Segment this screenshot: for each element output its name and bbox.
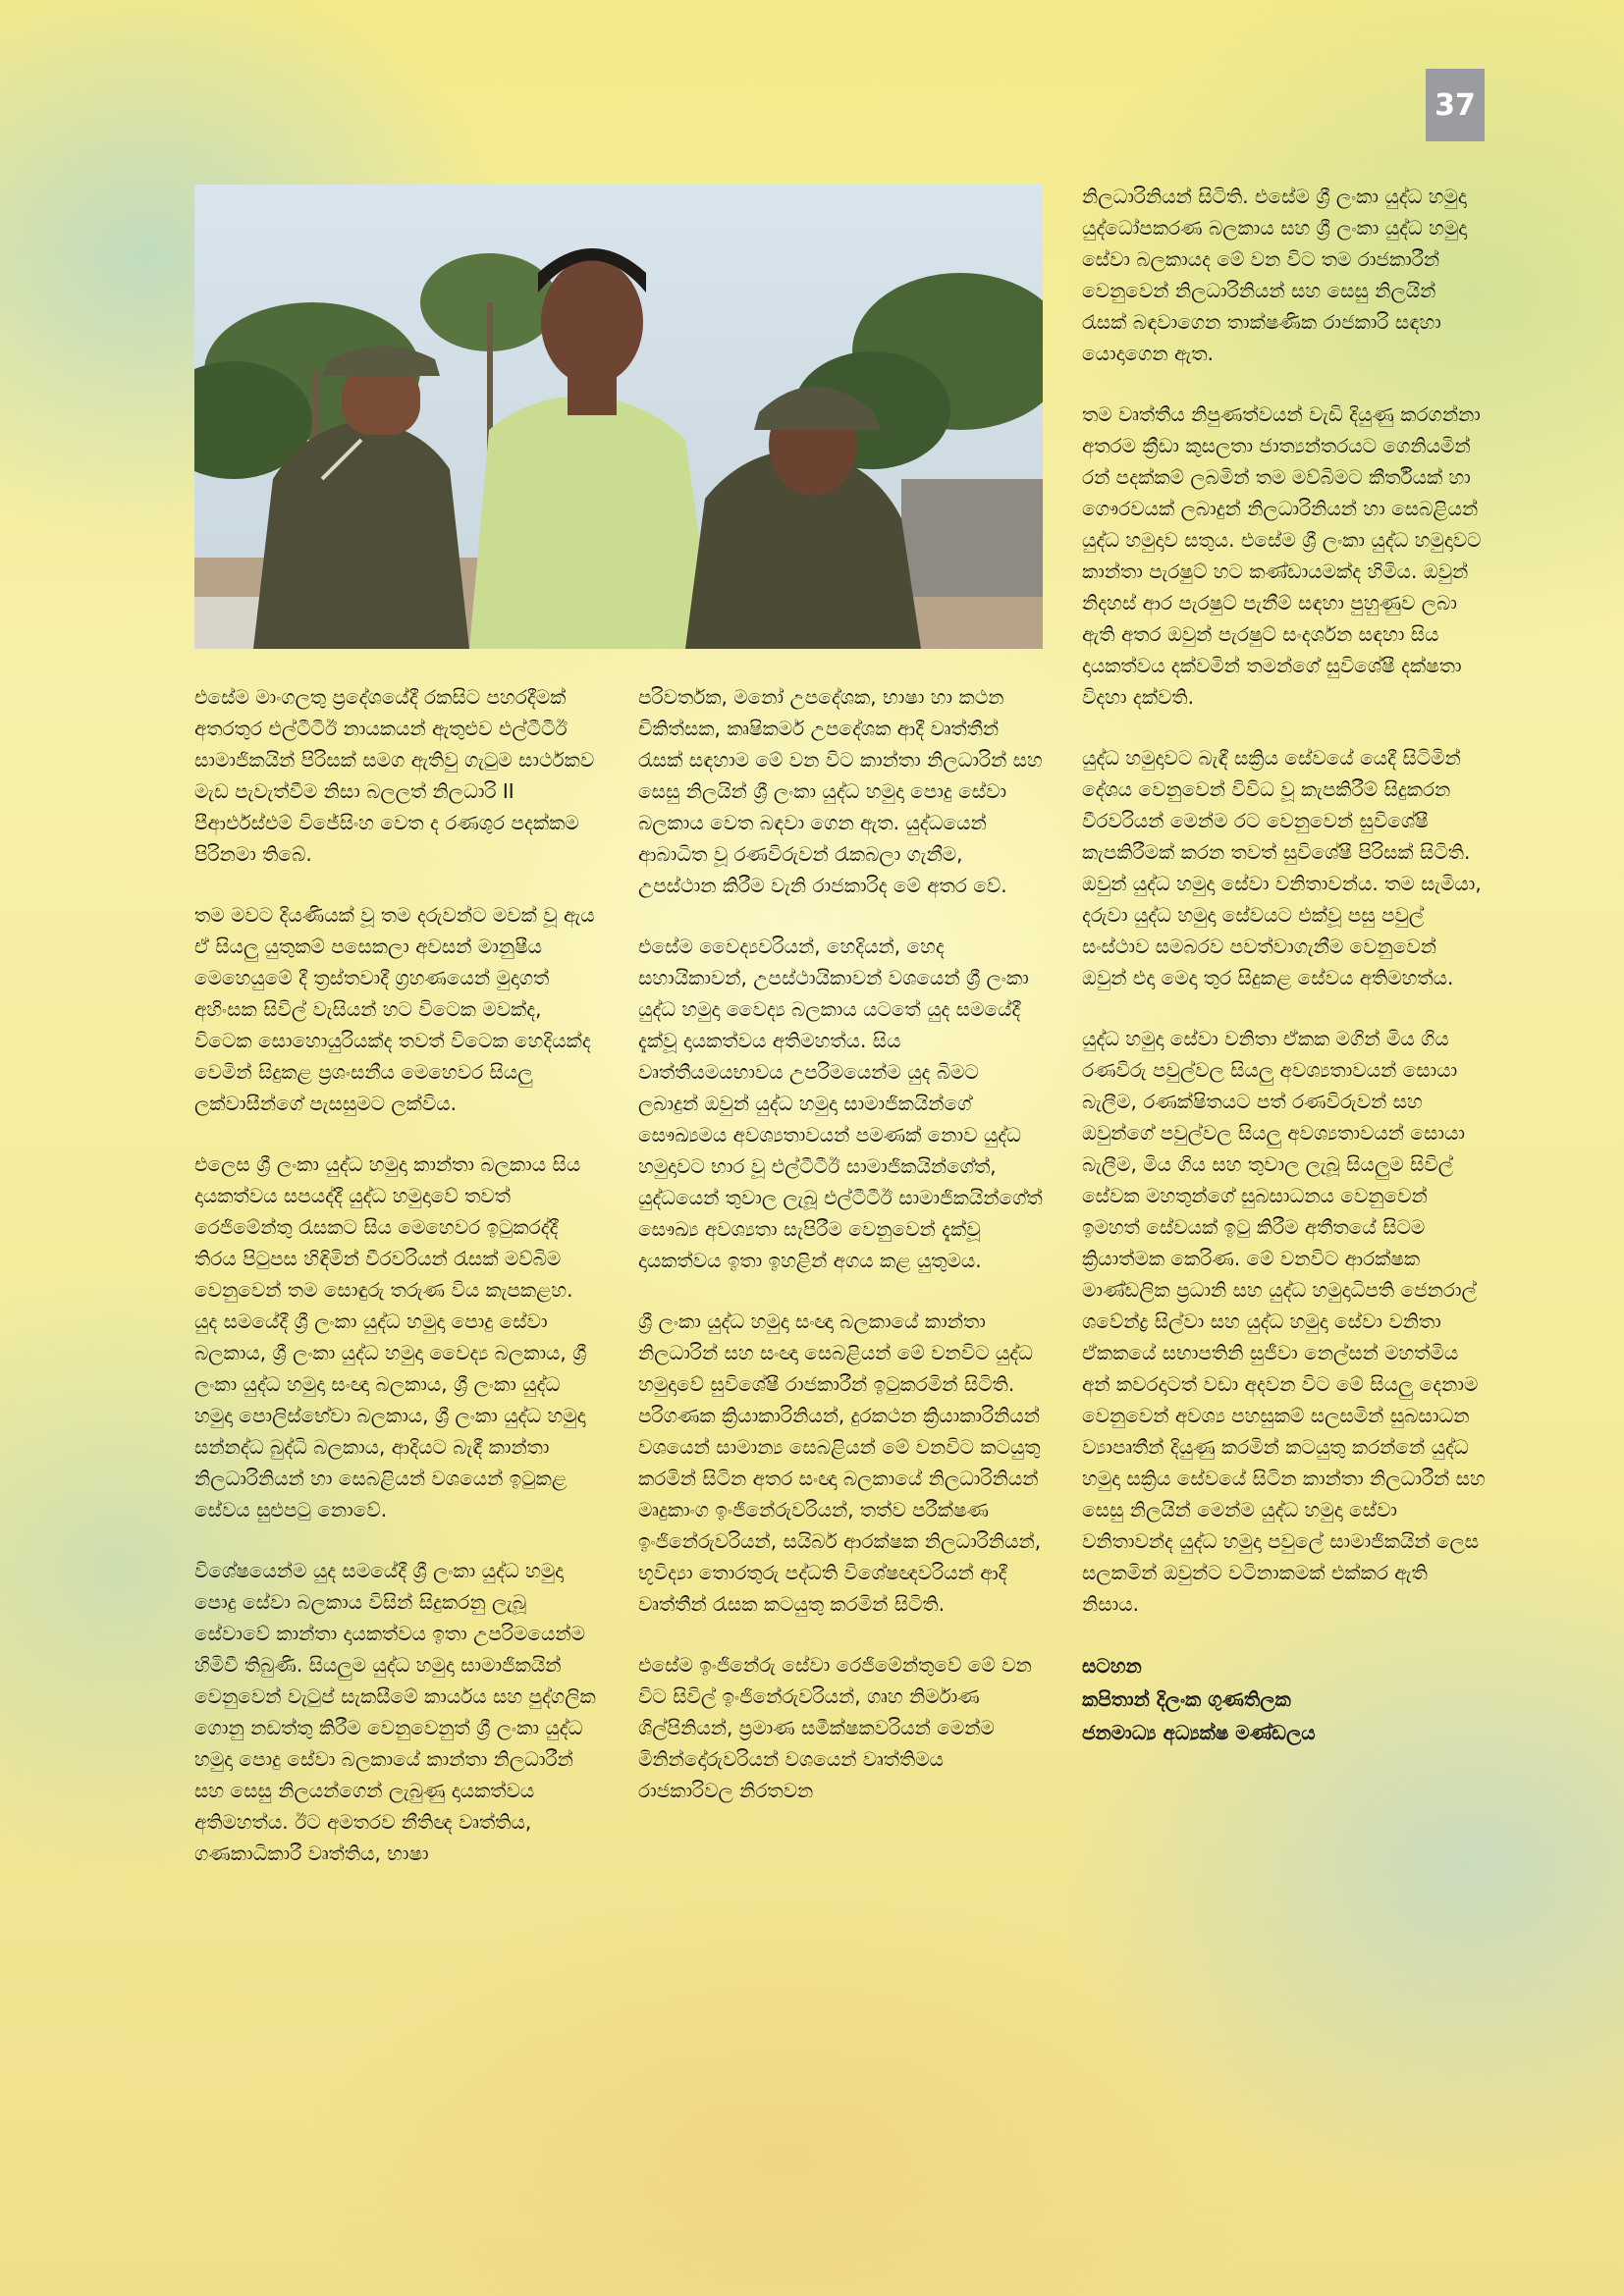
author-signature [1082, 1649, 1487, 1749]
paragraph: එලෙස ශ්‍රී ලංකා යුද්ධ හමුදා කාන්තා බලකාය සිය දායකත්වය සපයද්දී යුද්ධ හමුදාවේ තවත් රෙජිමේන්තු රැසකට සිය මෙහෙවර ඉටුකරද්දී තිරය පිටුපස හිඳිමින් වීරවරියන් රැසක් මව්බිම වෙනුවෙන් තම සොඳුරු තරුණ විය කැපකළහ. යුද සමයේදී ශ්‍රී ලංකා යුද්ධ හමුදා පොදු සේවා බලකාය, ශ්‍රී ලංකා යුද්ධ හමුදා වෛද්‍ය බලකාය, ශ්‍රී ලංකා යුද්ධ හමුදා සංඥා බලකාය, ශ්‍රී ලංකා යුද්ධ හමුදා පොලිස්භේවා බලකාය, ශ්‍රී ලංකා යුද්ධ හමුදා සන්නද්ධ බුද්ධි බලකාය, ආදියට බැඳී කාන්තා නිලධාරිනියන් හා සෙබළියන් වශයෙන් ඉටුකළ සේවය සුළුපටු නොවේ. [194, 1152, 587, 1522]
signature-author: කපිතාන් දිලංක ගුණතිලක [1082, 1687, 1291, 1711]
paragraph: තම මවට දියණියක් වූ තම දරුවන්ට මවක් වූ ඇය ඒ සියලු යුතුකම් පසෙකලා අවසන් මානුෂීය මෙහෙයුමේ දී ත්‍රස්තවාදී ග්‍රහණයෙන් මුදාගත් අහිංසක සිවිල් වැසියන් හට විටෙක මවක්ද, විටෙක සොහොයුරියක්ද තවත් විටෙක හෙදියක්ද වෙමින් සිදුකළ ප්‍රශංසනීය මෙහෙවර සියලු ලක්වාසීන්ගේ පැසසුමට ලක්විය. [194, 903, 595, 1115]
paragraph: නිලධාරිනියන් සිටිති. එසේම ශ්‍රී ලංකා යුද්ධ හමුදා යුද්ධෝපකරණ බලකාය සහ ශ්‍රී ලංකා යුද්ධ හමුදා සේවා බලකායද මේ වන විට තම රාජකාරීන් වෙනුවෙන් නිලධාරිනියන් සහ සෙසු නිලයින් රැසක් බඳවාගෙන තාක්ෂණික රාජකාරි සඳහා යොදාගෙන ඇත. [1082, 185, 1468, 365]
photo-three-women-in-uniform [194, 185, 1043, 649]
paragraph: එසේම මාංගලතු ප්‍රදේශයේදී රකසිට පහරදීමක් අතරතුර එල්ටීටීඊ නායකයන් ඇතුළුව එල්ටීටීඊ සාමාජිකයින් පිරිසක් සමග ඇතිවු ගැටුම සාර්ථකව මැඩ පැවැත්වීම නිසා බලලත් නිලධාරි II පීආර්එස්එම් විජේසිංහ වෙත ද රණශුර පදක්කම පිරිනමා තිබේ. [194, 685, 595, 866]
paragraph: පරිවර්තක, මනෝ උපදේශක, භාෂා හා කථන චිකිත්සක, කෘෂිකර්ම උපදේශක ආදී වෘත්තීන් රැසක් සඳහාම මේ වන විට කාන්තා නිලධාරින් සහ සෙසු නිලයින් ශ්‍රී ලංකා යුද්ධ හමුදා පොදු සේවා බලකාය වෙත බඳවා ගෙන ඇත. යුද්ධයෙන් ආබාධිත වූ රණවිරුවන් රැකබලා ගැනීම, උපස්ථාන කිරීම වැනි රාජකාරිද මේ අතර වේ. [638, 685, 1043, 897]
signature-label: සටහන [1082, 1654, 1142, 1678]
paragraph: යුද්ධ හමුදා සේවා වනිතා ඒකක මගින් මිය ගිය රණවිරු පවුල්වල සියලු අවශ්‍යතාවයන් සොයා බැලීම, රණක්ෂිතයට පත් රණවිරුවන් සහ ඔවුන්ගේ පවුල්වල සියලු අවශ්‍යතාවයන් සොයා බැලීම, මිය ගිය සහ තුවාල ලැබූ සියලුම සිවිල් සේවක මහතුන්ගේ සුබසාධනය වෙනුවෙන් ඉමහත් සේවයක් ඉටු කිරීම අතීතයේ සිටම ක්‍රියාත්මක කෙරිණ. මේ වනවිට ආරක්ෂක මාණ්ඩලික ප්‍රධානි සහ යුද්ධ හමුදාධිපති ජෙනරාල් ශවේන්ද්‍ර සිල්වා සහ යුද්ධ හමුදා සේවා වනිතා ඒකකයේ සභාපතිනි සුජීවා නෙල්සන් මහත්මිය අන් කවරදාටත් වඩා අදවන විට මේ සියලු දෙනාම වෙනුවෙන් අවශ්‍ය පහසුකම් සලසමින් සුබසාධන ව්‍යාපෘතීන් දියුණු කරමින් කටයුතු කරන්නේ යුද්ධ හමුදා සක්‍රිය සේවයේ සිටින කාන්තා නිලධාරීන් සහ සෙසු නිලයින් මෙන්ම යුද්ධ හමුදා සේවා වනිතාවන්ද යුද්ධ හමුදා පවුලේ සාමාජිකයින් ලෙස සලකමින් ඔවුන්ට වටිනාකමක් එක්කර ඇති නිසාය. [1082, 1027, 1486, 1616]
paragraph: ශ්‍රී ලංකා යුද්ධ හමුදා සංඥා බලකායේ කාන්තා නිලධාරින් සහ සංඥා සෙබළියන් මේ වනවිට යුද්ධ හමුදාවේ සුවිශේෂී රාජකාරීන් ඉටුකරමින් සිටිති. පරිගණක ක්‍රියාකාරිනියන්, දුරකථන ක්‍රියාකාරිනියන් වශයෙන් සාමාන්‍ය සෙබළියන් මේ වනවිට කටයුතු කරමින් සිටින අතර සංඥා බලකායේ නිලධාරිනියන් මෘදුකාංග ඉංජිනේරුවරියන්, තත්ව පරීක්ෂණ ඉංජිනේරුවරියන්, සයිබර් ආරක්ෂක නිලධාරිනියන්, භූවිද්‍යා තොරතුරු පද්ධති විශේෂඥවරියන් ආදී වෘත්තීන් රැසක කටයුතු කරමින් සිටිති. [638, 1309, 1042, 1616]
signature-department: ජනමාධ්‍ය අධ්‍යක්ෂ මණ්ඩලය [1082, 1721, 1316, 1744]
page-number: 37 [1426, 69, 1485, 141]
article-column-3 [1082, 181, 1487, 1749]
paragraph: තම වෘත්තීය නිපුණත්වයන් වැඩි දියුණු කරගන්නා අතරම ක්‍රීඩා කුසලතා ජාත්‍යන්තරයට ගෙනියමින් රන් පදක්කම් ලබමින් තම මව්බිමට කීර්තියක් හා ගෞරවයක් ලබාදුන් නිලධාරිනියන් හා සෙබළියන් යුද්ධ හමුදාව සතුය. එසේම ශ්‍රී ලංකා යුද්ධ හමුදාවට කාන්තා පැරෂුට් හට කණ්ඩායමක්ද හිමිය. ඔවුන් නිදහස් ආර පැරෂුට් පැනීම් සඳහා පුහුණුව ලබා ඇති අතර ඔවුන් පැරෂුට් සංදර්ශන සඳහා සිය දායකත්වය දක්වමින් තමන්ගේ සුවිශේෂී දක්ෂතා විදහා දක්වති. [1082, 402, 1482, 709]
paragraph: එසේම ඉංජිනේරු සේවා රෙජිමේන්තුවේ මේ වන විට සිවිල් ඉංජිනේරුවරියන්, ගෘහ නිර්මාණ ශිල්පිනියන්, ප්‍රමාණ සමීක්ෂකවරියන් මෙන්ම මිනින්දෝරුවරියන් වශයෙන් වෘත්තිමය රාජකාරිවල නිරතවන [638, 1653, 1032, 1802]
paragraph: එසේම වෛද්‍යවරියන්, හෙදියන්, හෙද සහායිකාවන්, උපස්ථායිකාවන් වශයෙන් ශ්‍රී ලංකා යුද්ධ හමුදා වෛද්‍ය බලකාය යටතේ යුද සමයේදී දැක්වූ දායකත්වය අතිමහත්ය. සිය වෘත්තීයමයභාවය උපරිමයෙන්ම යුද බිමට ලබාදුන් ඔවුන් යුද්ධ හමුදා සාමාජිකයින්ගේ සෞඛ්‍යමය අවශ්‍යතාවයන් පමණක් නොව යුද්ධ හමුදාවට භාර වූ එල්ටීටීඊ සාමාජිකයින්ගේත්, යුද්ධයෙන් තුවාල ලැබූ එල්ටීටීඊ සාමාජිකයින්ගේත් සෞඛ්‍ය අවශ්‍යතා සැපිරීම වෙනුවෙන් දැක්වූ දායකත්වය ඉතා ඉහළින් අගය කළ යුතුමය. [638, 934, 1043, 1272]
article-column-1 [194, 681, 599, 1898]
article-column-2 [638, 681, 1043, 1836]
paragraph: යුද්ධ හමුදාවට බැඳී සක්‍රිය සේවයේ යෙදී සිටිමින් දේශය වෙනුවෙන් විවිධ වූ කැපකිරීම් සිදුකරන වීරවරියන් මෙන්ම රට වෙනුවෙන් සුවිශේෂී කැපකිරීමක් කරන තවත් සුවිශේෂී පිරිසක් සිටිති. ඔවුන් යුද්ධ හමුදා සේවා වනිතාවන්ය. තම සැමියා, දරුවා යුද්ධ හමුදා සේවයට එක්වූ පසු පවුල් සංස්ථාව සමබරව පවත්වාගැනීම වෙනුවෙන් ඔවුන් එදා මෙදා තුර සිදුකළ සේවය අතිමහත්ය. [1082, 746, 1482, 989]
paragraph: විශේෂයෙන්ම යුද සමයේදී ශ්‍රී ලංකා යුද්ධ හමුදා පොදු සේවා බලකාය විසින් සිදුකරනු ලැබූ සේවාවේ කාන්තා දායකත්වය ඉතා උපරිමයෙන්ම හිමිවී තිබුණි. සියලුම යුද්ධ හමුදා සාමාජිකයින් වෙනුවෙන් වැටුප් සැකසීමේ කාර්යය සහ පුද්ගලික ගොනු නඩත්තු කිරීම වෙනුවෙනුත් ශ්‍රී ලංකා යුද්ධ හමුදා පොදු සේවා බලකායේ කාන්තා නිලධාරීන් සහ සෙසු නිලයන්ගෙන් ලැබුණු දායකත්වය අතිමහත්ය. ඊට අමතරව නීතිඥ වෘත්තිය, ගණකාධිකාරී වෘත්තිය, භාෂා [194, 1559, 596, 1865]
